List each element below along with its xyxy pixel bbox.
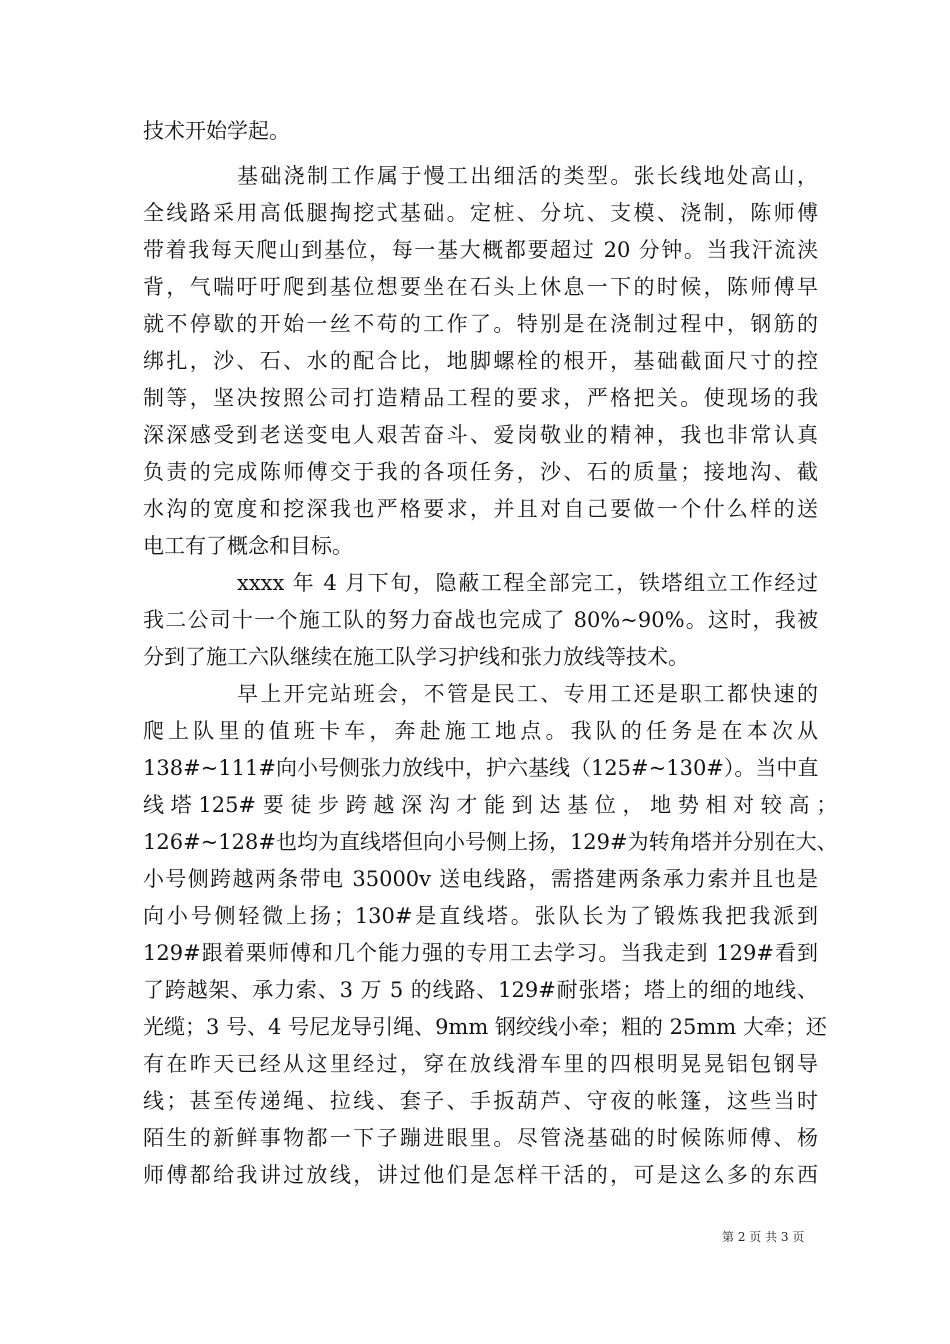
text-line: 绑扎，沙、石、水的配合比，地脚螺栓的根开，基础截面尺寸的控 [143, 349, 818, 373]
text-line: 制等，坚决按照公司打造精品工程的要求，严格把关。使现场的我 [143, 386, 818, 410]
text-line: 基础浇制工作属于慢工出细活的类型。张长线地处高山， [237, 164, 818, 188]
text-line: 电工有了概念和目标。 [143, 534, 353, 558]
text-line: 早上开完站班会，不管是民工、专用工还是职工都快速的 [237, 682, 818, 706]
text-line: 向小号侧轻微上扬；130#是直线塔。张队长为了锻炼我把我派到 [143, 904, 818, 928]
text-line: 深深感受到老送变电人艰苦奋斗、爱岗敬业的精神，我也非常认真 [143, 423, 818, 447]
text-line: 背，气喘吁吁爬到基位想要坐在石头上休息一下的时候，陈师傅早 [143, 275, 818, 299]
text-line: 线 塔 125# 要 徒 步 跨 越 深 沟 才 能 到 达 基 位 ， 地 势 相 对 较 高 ； [143, 793, 838, 817]
text-line: 就不停歇的开始一丝不苟的工作了。特别是在浇制过程中，钢筋的 [143, 312, 818, 336]
text-line: 爬上队里的值班卡车，奔赴施工地点。我队的任务是在本次从 [143, 719, 818, 743]
text-line: 分到了施工六队继续在施工队学习护线和张力放线等技术。 [143, 645, 689, 669]
text-line: 有在昨天已经从这里经过，穿在放线滑车里的四根明晃晃铝包钢导 [143, 1052, 818, 1076]
text-line: 师傅都给我讲过放线，讲过他们是怎样干活的，可是这么多的东西 [143, 1163, 818, 1187]
text-line: 技术开始学起。 [143, 119, 290, 143]
text-line: xxxx 年 4 月下旬，隐蔽工程全部完工，铁塔组立工作经过 [237, 571, 818, 595]
text-line: 全线路采用高低腿掏挖式基础。定桩、分坑、支模、浇制，陈师傅 [143, 201, 818, 225]
text-line: 水沟的宽度和挖深我也严格要求，并且对自己要做一个什么样的送 [143, 497, 818, 521]
text-line: 129#跟着栗师傅和几个能力强的专用工去学习。当我走到 129#看到 [143, 941, 818, 965]
text-line: 线；甚至传递绳、拉线、套子、手扳葫芦、守夜的帐篷，这些当时 [143, 1089, 818, 1113]
text-line: 我二公司十一个施工队的努力奋战也完成了 80%~90%。这时，我被 [143, 608, 818, 632]
text-line: 光缆；3 号、4 号尼龙导引绳、9mm 钢绞线小牵；粗的 25mm 大牵；还 [143, 1015, 827, 1039]
text-line: 126#~128#也均为直线塔但向小号侧上扬，129#为转角塔并分别在大、 [143, 830, 838, 854]
text-line: 138#~111#向小号侧张力放线中，护六基线（125#~130#）。当中直 [143, 756, 819, 780]
page-number: 第 2 页 共 3 页 [722, 1230, 805, 1244]
text-line: 负责的完成陈师傅交于我的各项任务，沙、石的质量；接地沟、截 [143, 460, 818, 484]
text-line: 陌生的新鲜事物都一下子蹦进眼里。尽管浇基础的时候陈师傅、杨 [143, 1126, 818, 1150]
text-line: 了跨越架、承力索、3 万 5 的线路、129#耐张塔；塔上的细的地线、 [143, 978, 818, 1002]
text-line: 带着我每天爬山到基位，每一基大概都要超过 20 分钟。当我汗流浃 [143, 238, 818, 262]
text-line: 小号侧跨越两条带电 35000v 送电线路，需搭建两条承力索并且也是 [143, 867, 818, 891]
